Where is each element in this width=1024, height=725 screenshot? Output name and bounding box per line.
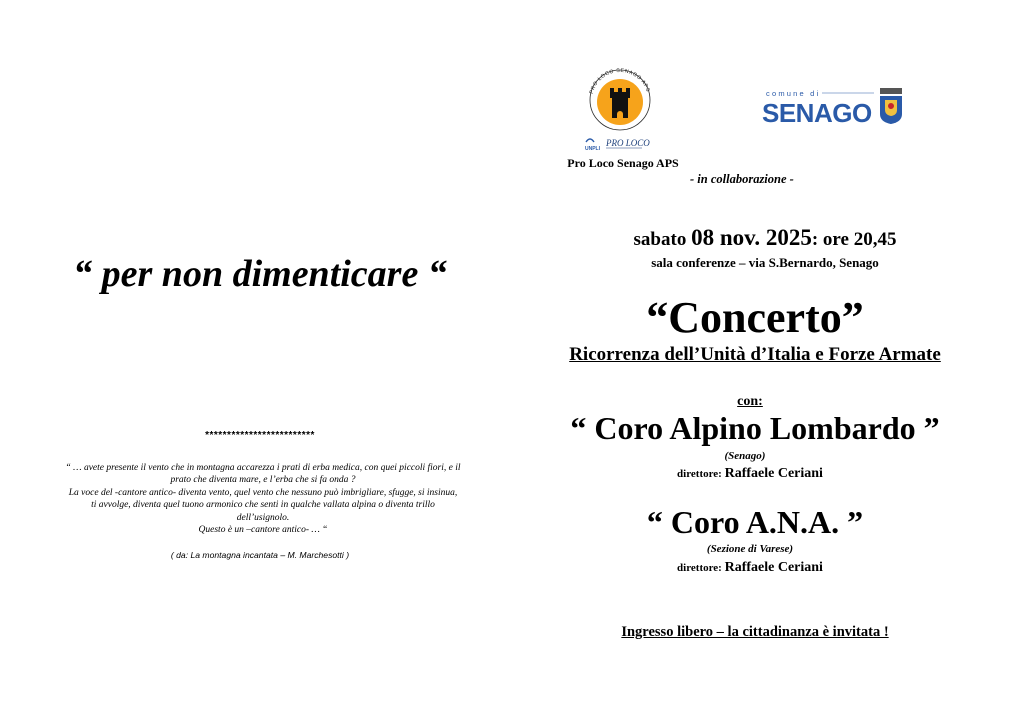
quote-line: ti avvolge, diventa quel tuono armonico che senti in qualche vallata alpina o diventa trillo [91, 500, 435, 511]
unpli-text: UNPLI [585, 146, 600, 152]
quote-line: Questo è un –cantore antico- … “ [198, 525, 328, 536]
proloco-name: Pro Loco Senago APS [567, 156, 679, 170]
comune-small-text: comune di [766, 89, 821, 98]
choir2-place: (Sezione di Varese) [706, 543, 794, 555]
collaboration-label: - in collaborazione - [690, 172, 794, 186]
director-name: Raffaele Ceriani [724, 466, 823, 481]
director-label: direttore: [677, 562, 722, 574]
event-date [560, 225, 970, 251]
quote-block [28, 462, 498, 536]
quote-line: dell’usignolo. [236, 512, 290, 523]
date-prefix: sabato [633, 229, 692, 250]
date-main: 08 nov. 2025 [691, 225, 812, 250]
proloco-logo [580, 58, 660, 154]
with-label: con: [737, 394, 763, 409]
choir1-place: (Senago) [724, 450, 766, 462]
event-venue: sala conferenze – via S.Bernardo, Senago [651, 255, 879, 270]
quote-line: prato che diventa mare, e l’erba che si fa onda ? [170, 475, 356, 486]
director-label: direttore: [677, 468, 722, 480]
left-title: “ per non dimenticare “ [73, 253, 447, 295]
proloco-ring-text: PRO LOCO SENAGO APS [588, 67, 651, 95]
event-occasion: Ricorrenza dell’Unità d’Italia e Forze Armate [569, 344, 941, 365]
director-name: Raffaele Ceriani [724, 560, 823, 575]
proloco-mark-text: PRO LOCO [606, 138, 650, 148]
choir1-director [630, 466, 870, 482]
comune-big-text: SENAGO [762, 98, 872, 126]
entry-note: Ingresso libero – la cittadinanza è invitata ! [621, 624, 889, 640]
choir2-director [630, 560, 870, 576]
comune-senago-logo [762, 86, 908, 126]
choir1-name: “ Coro Alpino Lombardo ” [570, 410, 940, 446]
quote-line: “ … avete presente il vento che in montagna accarezza i prati di erba medica, con quei piccoli fiori, e il [65, 463, 461, 473]
choir2-name: “ Coro A.N.A. ” [646, 504, 864, 540]
quote-source: ( da: La montagna incantata – M. Marchesotti ) [170, 550, 350, 560]
stars-divider: ************************* [205, 430, 315, 441]
quote-line: La voce del -cantore antico- diventa vento, quel vento che nessuno può imbrigliare, sfugge, si insinua, [68, 487, 458, 498]
date-suffix: : ore 20,45 [811, 229, 897, 250]
event-title: “Concerto” [646, 293, 864, 342]
